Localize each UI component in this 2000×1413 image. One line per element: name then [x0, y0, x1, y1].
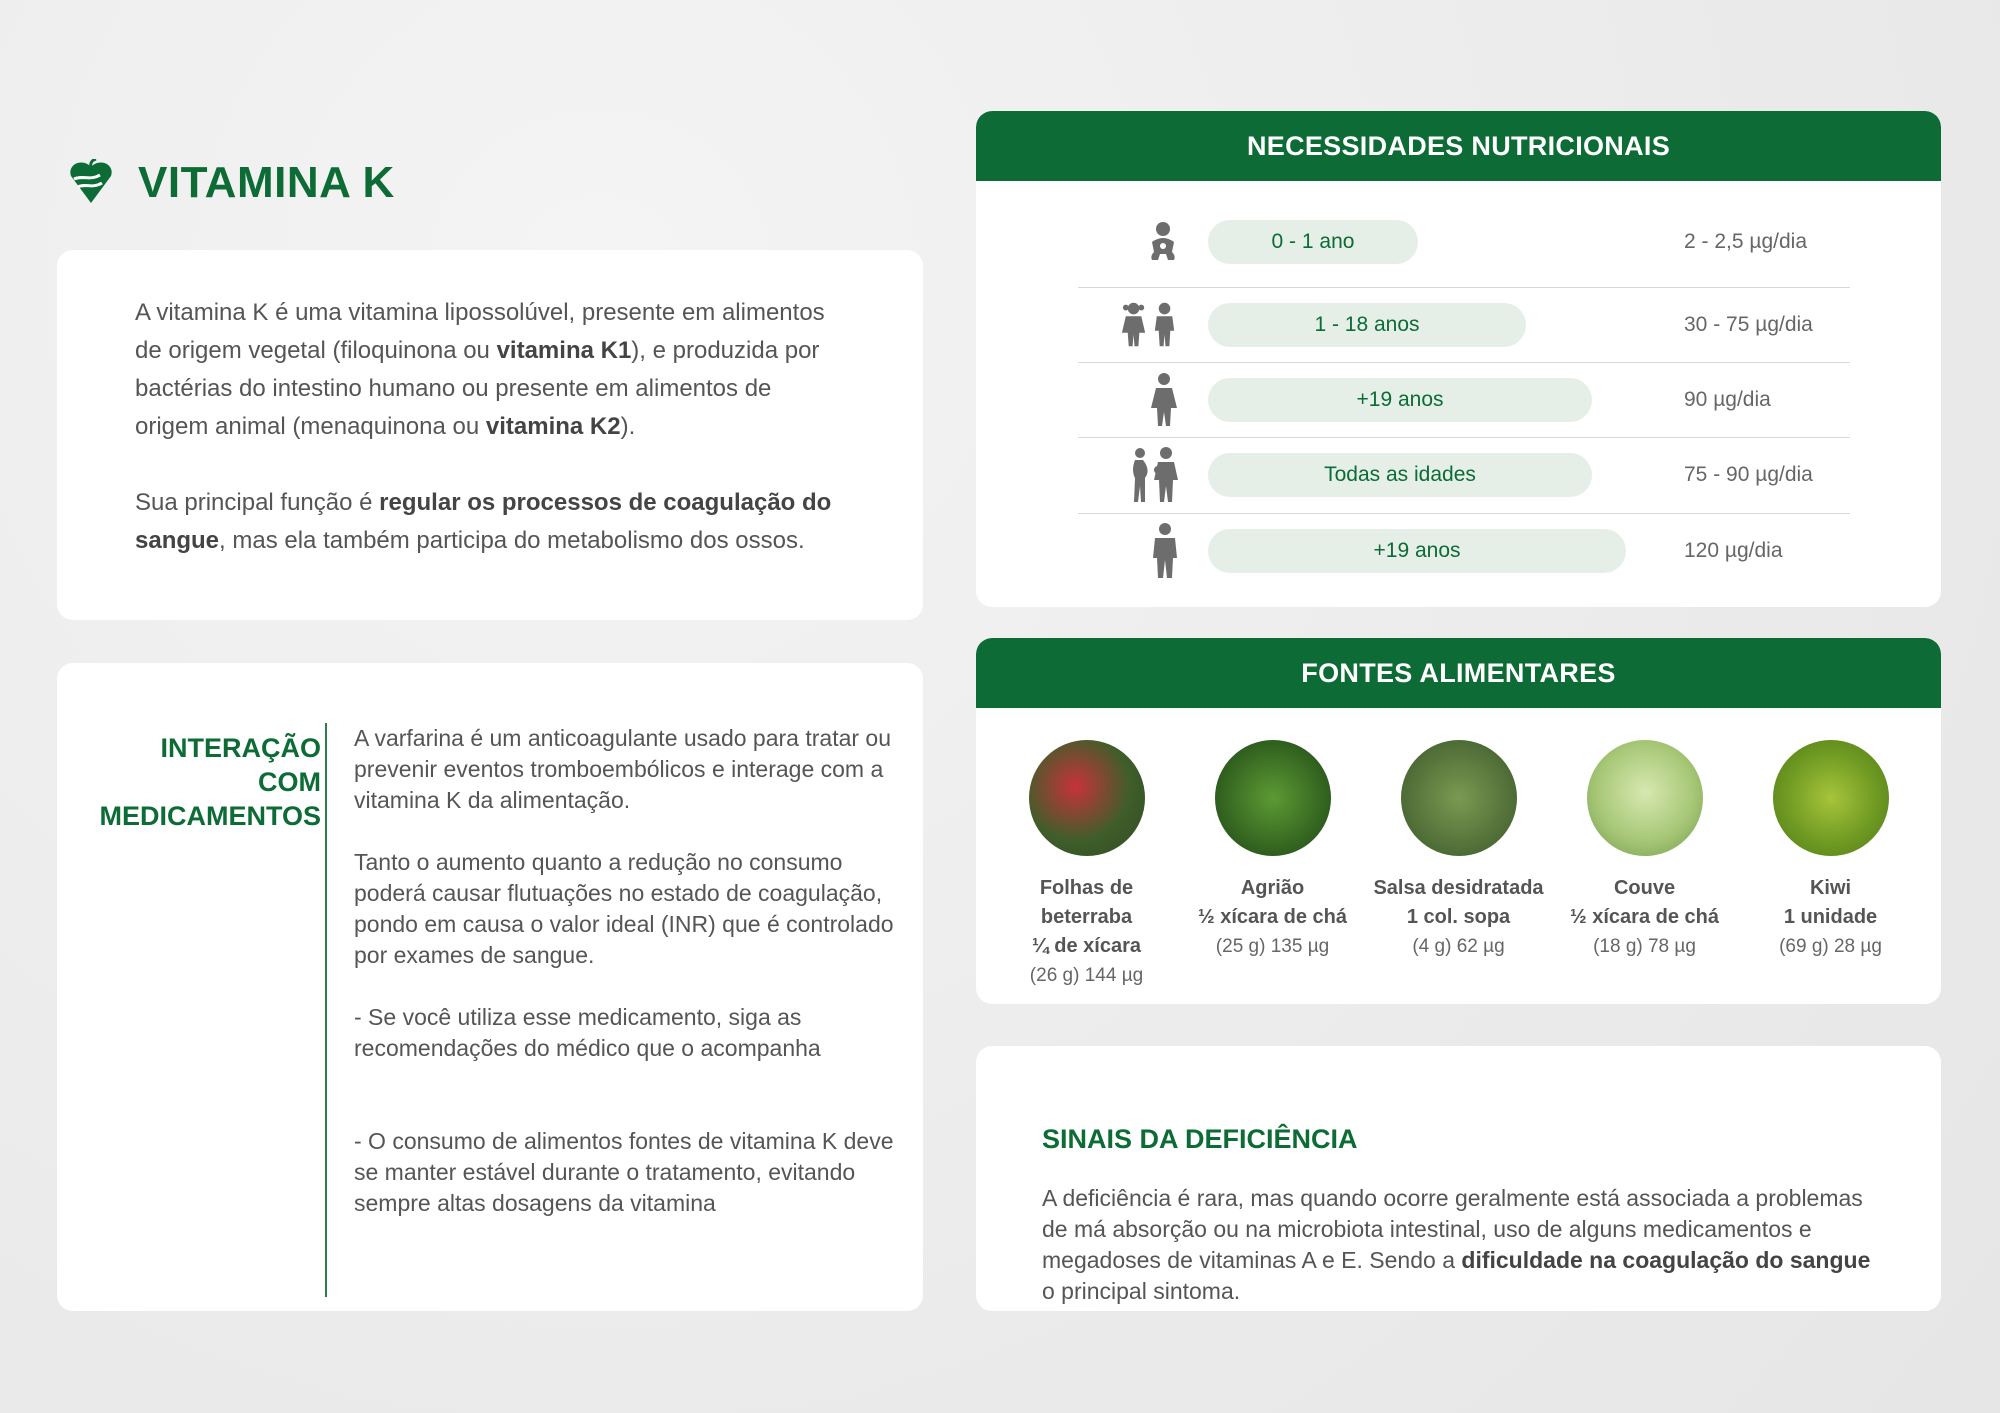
food-item: [1554, 740, 1735, 990]
pregnant-lactating-icon: [1120, 450, 1180, 500]
needs-card: [976, 111, 1941, 607]
food-name: Agrião: [1240, 877, 1305, 899]
bold-text: vitamina K1: [496, 337, 632, 364]
kiwi-image: [1773, 740, 1889, 856]
food-portion: ½ xícara de chá: [1198, 906, 1347, 928]
deficiency-title: SINAIS DA DEFICIÊNCIA: [1042, 1124, 1358, 1154]
food-item: [996, 740, 1177, 990]
food-name: Salsa desidratada: [1373, 877, 1544, 899]
title-line: INTERAÇÃO: [160, 733, 321, 763]
bold-text: vitamina K2: [485, 413, 621, 440]
text: A deficiência é rara, mas quando ocorre geralmente está associada a problemas de má absorção ou na microbiota intestinal, uso de alguns medicamentos e megadoses de vitaminas A e E. Sendo a: [1042, 1185, 1863, 1273]
intro-paragraph-1: [135, 294, 845, 446]
divider: [325, 723, 327, 1297]
food-item: [1368, 740, 1549, 990]
needs-row: [1078, 205, 1850, 279]
food-portion: ¼ de xícara: [1032, 935, 1141, 957]
food-item: [1740, 740, 1921, 990]
page-title: VITAMINA K: [138, 158, 395, 207]
food-amount: (26 g) 144 µg: [1029, 965, 1144, 986]
needs-row: [1078, 513, 1850, 587]
age-group-pill: +19 anos: [1208, 529, 1626, 573]
text: o principal sintoma.: [1042, 1278, 1241, 1304]
age-group-pill: 1 - 18 anos: [1208, 303, 1526, 347]
need-value: 2 - 2,5 µg/dia: [1684, 230, 1808, 253]
watercress-image: [1215, 740, 1331, 856]
heart-leaf-icon: [66, 159, 116, 207]
needs-row: [1078, 362, 1850, 436]
need-value: 75 - 90 µg/dia: [1684, 462, 1813, 486]
paragraph: Tanto o aumento quanto a redução no consumo poderá causar flutuações no estado de coagulação, pondo em causa o valor ideal (INR) que é controlado por exames de sangue.: [354, 849, 894, 968]
dried-parsley-image: [1401, 740, 1517, 856]
intro-card: [57, 250, 923, 620]
needs-row: [1078, 287, 1850, 361]
baby-icon: [1120, 217, 1180, 267]
title-line: MEDICAMENTOS: [99, 801, 321, 831]
age-group-pill: 0 - 1 ano: [1208, 220, 1418, 264]
sources-header: FONTES ALIMENTARES: [976, 638, 1941, 708]
children-icon: [1120, 300, 1180, 350]
paragraph: - Se você utiliza esse medicamento, siga as recomendações do médico que o acompanha: [354, 1004, 821, 1061]
sources-card: [976, 638, 1941, 1004]
needs-header: NECESSIDADES NUTRICIONAIS: [976, 111, 1941, 181]
need-value: 90 µg/dia: [1684, 387, 1771, 411]
woman-icon: [1120, 375, 1180, 425]
man-icon: [1120, 526, 1180, 576]
food-amount: (25 g) 135 µg: [1215, 936, 1330, 957]
paragraph: - O consumo de alimentos fontes de vitamina K deve se manter estável durante o tratamento, evitando sempre altas dosagens da vitamina: [354, 1128, 894, 1216]
food-amount: (69 g) 28 µg: [1779, 936, 1882, 957]
beet-leaves-image: [1029, 740, 1145, 856]
text: ).: [620, 413, 636, 440]
text: ), e produzida por bactérias do intestino humano ou presente em alimentos de origem animal (menaquinona ou: [135, 337, 820, 440]
food-list: [996, 740, 1921, 990]
food-name: Couve: [1613, 877, 1676, 899]
bold-text: regular os processos de coagulação do sangue: [135, 489, 832, 554]
title-line: COM: [258, 767, 321, 797]
food-name: Folhas de beterraba: [1039, 877, 1134, 928]
interaction-card: [57, 663, 923, 1311]
need-value: 120 µg/dia: [1684, 538, 1783, 562]
food-amount: (4 g) 62 µg: [1412, 936, 1505, 957]
bold-text: dificuldade na coagulação do sangue: [1461, 1247, 1871, 1273]
text: , mas ela também participa do metabolismo dos ossos.: [219, 527, 805, 554]
need-value: 30 - 75 µg/dia: [1684, 312, 1813, 336]
food-portion: 1 unidade: [1783, 906, 1878, 928]
cabbage-image: [1587, 740, 1703, 856]
food-item: [1182, 740, 1363, 990]
page-header: [66, 158, 395, 208]
deficiency-text: [1042, 1183, 1875, 1307]
food-name: Kiwi: [1809, 877, 1852, 899]
interaction-title: [99, 731, 321, 833]
deficiency-card: [976, 1046, 1941, 1311]
food-portion: ½ xícara de chá: [1570, 906, 1719, 928]
text: A vitamina K é uma vitamina lipossolúvel, presente em alimentos de origem vegetal (filoquinona ou: [135, 299, 825, 364]
interaction-text: [354, 723, 894, 1250]
paragraph: A varfarina é um anticoagulante usado para tratar ou prevenir eventos tromboembólicos e interage com a vitamina K da alimentação.: [354, 725, 892, 813]
food-portion: 1 col. sopa: [1406, 906, 1511, 928]
text: Sua principal função é: [135, 489, 380, 516]
age-group-pill: +19 anos: [1208, 378, 1592, 422]
intro-paragraph-2: [135, 484, 845, 560]
age-group-pill: Todas as idades: [1208, 453, 1592, 497]
needs-row: [1078, 437, 1850, 511]
food-amount: (18 g) 78 µg: [1593, 936, 1696, 957]
